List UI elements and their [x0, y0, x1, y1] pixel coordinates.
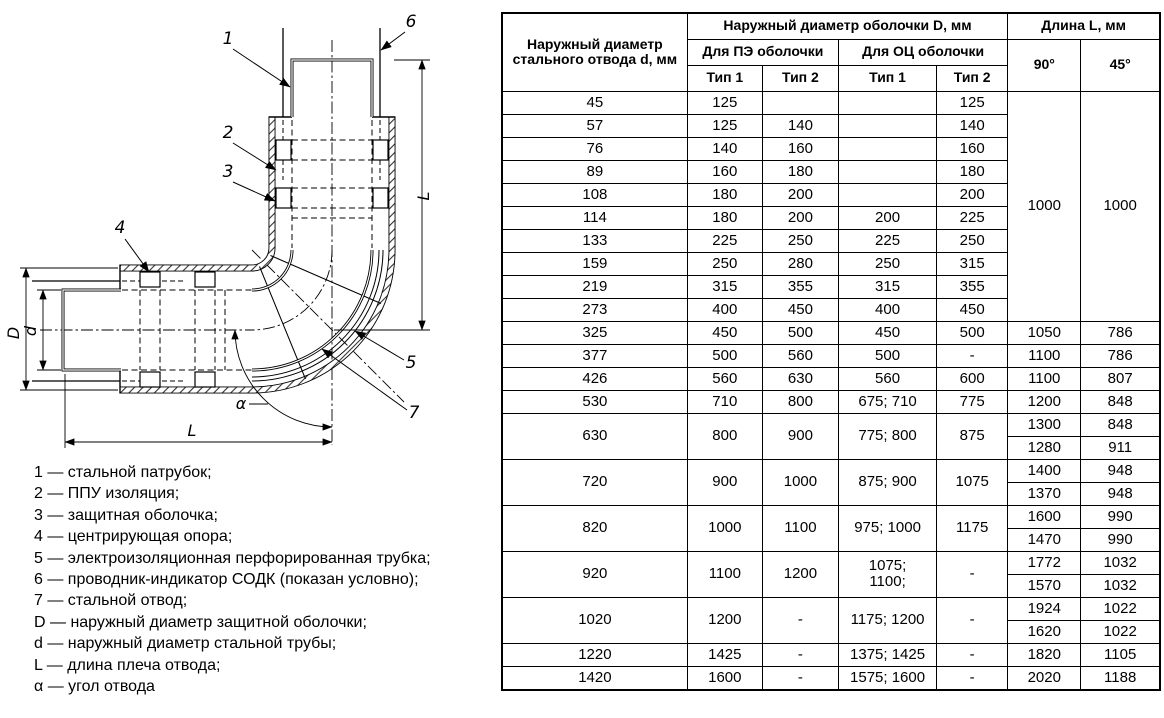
- table-cell: 250: [687, 252, 762, 275]
- table-cell: 675; 710: [838, 390, 936, 413]
- table-cell: 250: [838, 252, 936, 275]
- table-cell: 1022: [1081, 597, 1160, 620]
- table-cell: 1000: [762, 459, 838, 505]
- table-row: [502, 666, 1160, 690]
- table-cell: 160: [687, 160, 762, 183]
- table-cell: -: [937, 551, 1008, 597]
- table-row: [502, 390, 1160, 413]
- hidden-edges: [122, 120, 372, 370]
- table-cell: 1000: [1081, 91, 1160, 321]
- table-cell: 875; 900: [838, 459, 936, 505]
- table-cell: [838, 137, 936, 160]
- table-cell: 325: [502, 321, 687, 344]
- callout-7: 7: [408, 403, 420, 423]
- table-cell: 1188: [1081, 666, 1160, 690]
- table-cell: 500: [687, 344, 762, 367]
- table-cell: -: [762, 643, 838, 666]
- table-row: [502, 551, 1160, 574]
- table-cell: 140: [687, 137, 762, 160]
- table-cell: 1375; 1425: [838, 643, 936, 666]
- table-cell: 807: [1081, 367, 1160, 390]
- table-cell: 1075: [937, 459, 1008, 505]
- table-cell: 108: [502, 183, 687, 206]
- legend-item: 1 — стальной патрубок;: [34, 464, 212, 481]
- table-cell: 1175; 1200: [838, 597, 936, 643]
- legend-item: α — угол отвода: [34, 678, 155, 696]
- header-oc-type2: Тип 2: [937, 65, 1008, 91]
- table-cell: 948: [1081, 482, 1160, 505]
- table-cell: [762, 91, 838, 114]
- table-cell: 1600: [1008, 505, 1081, 528]
- header-45deg: 45°: [1081, 39, 1160, 91]
- callout-4: 4: [114, 218, 126, 238]
- table-cell: 160: [762, 137, 838, 160]
- table-cell: 820: [502, 505, 687, 551]
- table-cell: 225: [838, 229, 936, 252]
- table-cell: 273: [502, 298, 687, 321]
- table-cell: 89: [502, 160, 687, 183]
- table-cell: 1200: [687, 597, 762, 643]
- dimension-alpha: [235, 330, 332, 427]
- table-cell: 911: [1081, 436, 1160, 459]
- table-cell: [838, 183, 936, 206]
- header-oc-casing: Для ОЦ оболочки: [838, 39, 1007, 65]
- table-cell: 225: [937, 206, 1008, 229]
- header-steel-diameter: Наружный диаметр стального отвода d, мм: [502, 13, 687, 91]
- table-row: [502, 413, 1160, 436]
- table-cell: 775; 800: [838, 413, 936, 459]
- callout-leaders: [125, 32, 407, 410]
- callout-3: 3: [222, 162, 234, 182]
- table-cell: 1032: [1081, 574, 1160, 597]
- legend-item: 3 — защитная оболочка;: [34, 506, 218, 524]
- table-cell: 560: [762, 344, 838, 367]
- table-cell: 1000: [687, 505, 762, 551]
- legend-item: 4 — центрирующая опора;: [34, 528, 233, 546]
- table-cell: 1200: [762, 551, 838, 597]
- table-cell: 315: [687, 275, 762, 298]
- table-cell: 1575; 1600: [838, 666, 936, 690]
- table-cell: 1280: [1008, 436, 1081, 459]
- drawing-pane: [0, 0, 500, 718]
- table-cell: 560: [838, 367, 936, 390]
- table-cell: 530: [502, 390, 687, 413]
- table-cell: -: [937, 666, 1008, 690]
- table-row: [502, 367, 1160, 390]
- table-cell: 315: [838, 275, 936, 298]
- table-cell: 920: [502, 551, 687, 597]
- table-row: [502, 344, 1160, 367]
- table-cell: 1400: [1008, 459, 1081, 482]
- table-cell: 1470: [1008, 528, 1081, 551]
- table-cell: 1772: [1008, 551, 1081, 574]
- header-oc-type1: Тип 1: [838, 65, 936, 91]
- table-cell: 377: [502, 344, 687, 367]
- table-cell: 315: [937, 252, 1008, 275]
- callout-6: 6: [405, 12, 417, 32]
- header-pe-type2: Тип 2: [762, 65, 838, 91]
- table-cell: 426: [502, 367, 687, 390]
- table-cell: 140: [937, 114, 1008, 137]
- table-cell: 200: [937, 183, 1008, 206]
- legend-item: 7 — стальной отвод;: [34, 592, 188, 610]
- table-cell: 400: [687, 298, 762, 321]
- legend-item: 6 — проводник-индикатор СОДК (показан условно);: [34, 571, 419, 589]
- table-cell: 133: [502, 229, 687, 252]
- header-pe-casing: Для ПЭ оболочки: [687, 39, 838, 65]
- table-cell: 786: [1081, 321, 1160, 344]
- table-cell: 1175: [937, 505, 1008, 551]
- table-cell: 180: [762, 160, 838, 183]
- header-casing-diameter-group: Наружный диаметр оболочки D, мм: [687, 13, 1007, 39]
- table-cell: 1100: [1008, 344, 1081, 367]
- table-cell: 1620: [1008, 620, 1081, 643]
- table-cell: 450: [838, 321, 936, 344]
- legend-item: 5 — электроизоляционная перфорированная трубка;: [34, 549, 431, 567]
- table-row: [502, 643, 1160, 666]
- table-cell: 630: [502, 413, 687, 459]
- table-cell: [838, 160, 936, 183]
- table-cell: 1200: [1008, 390, 1081, 413]
- table-cell: -: [762, 666, 838, 690]
- table-cell: 159: [502, 252, 687, 275]
- table-cell: 1020: [502, 597, 687, 643]
- table-cell: [838, 114, 936, 137]
- table-cell: 990: [1081, 505, 1160, 528]
- table-cell: 786: [1081, 344, 1160, 367]
- table-cell: 355: [937, 275, 1008, 298]
- table-cell: 1100: [1008, 367, 1081, 390]
- elbow-technical-drawing: [0, 0, 500, 452]
- table-cell: 114: [502, 206, 687, 229]
- table-cell: 500: [838, 344, 936, 367]
- table-cell: 948: [1081, 459, 1160, 482]
- table-cell: 500: [762, 321, 838, 344]
- table-cell: 1000: [1008, 91, 1081, 321]
- table-cell: 1924: [1008, 597, 1081, 620]
- table-cell: 225: [687, 229, 762, 252]
- legend-item: D — наружный диаметр защитной оболочки;: [34, 613, 367, 631]
- header-pe-type1: Тип 1: [687, 65, 762, 91]
- table-cell: 848: [1081, 390, 1160, 413]
- dim-label-L-horizontal: L: [187, 421, 197, 440]
- table-cell: 160: [937, 137, 1008, 160]
- table-cell: 355: [762, 275, 838, 298]
- table-cell: 125: [687, 91, 762, 114]
- table-row: [502, 505, 1160, 528]
- table-cell: 875: [937, 413, 1008, 459]
- table-cell: 125: [687, 114, 762, 137]
- table-cell: 180: [687, 206, 762, 229]
- table-cell: 200: [838, 206, 936, 229]
- header-90deg: 90°: [1008, 39, 1081, 91]
- table-row: [502, 597, 1160, 620]
- table-cell: 45: [502, 91, 687, 114]
- table-cell: 219: [502, 275, 687, 298]
- table-cell: 1600: [687, 666, 762, 690]
- table-cell: 1220: [502, 643, 687, 666]
- table-cell: 848: [1081, 413, 1160, 436]
- table-cell: 560: [687, 367, 762, 390]
- table-cell: 76: [502, 137, 687, 160]
- table-cell: 280: [762, 252, 838, 275]
- table-cell: 720: [502, 459, 687, 505]
- table-cell: 1420: [502, 666, 687, 690]
- table-row: [502, 91, 1160, 114]
- table-cell: 450: [937, 298, 1008, 321]
- table-cell: 600: [937, 367, 1008, 390]
- centerlines: [40, 40, 404, 445]
- table-cell: 1022: [1081, 620, 1160, 643]
- table-cell: 2020: [1008, 666, 1081, 690]
- table-cell: 1075; 1100;: [838, 551, 936, 597]
- callout-1: 1: [222, 29, 234, 49]
- table-cell: 1100: [687, 551, 762, 597]
- table-cell: [838, 91, 936, 114]
- table-cell: 400: [838, 298, 936, 321]
- sodk-wires: [32, 28, 380, 381]
- dim-label-alpha: α: [235, 394, 247, 413]
- table-cell: 1570: [1008, 574, 1081, 597]
- table-cell: 775: [937, 390, 1008, 413]
- table-cell: 1370: [1008, 482, 1081, 505]
- table-cell: -: [937, 643, 1008, 666]
- legend-item: 2 — ППУ изоляция;: [34, 485, 180, 503]
- table-cell: 900: [762, 413, 838, 459]
- table-cell: 140: [762, 114, 838, 137]
- callout-5: 5: [405, 353, 417, 373]
- table-cell: 250: [762, 229, 838, 252]
- table-cell: -: [762, 597, 838, 643]
- table-cell: 900: [687, 459, 762, 505]
- table-cell: 57: [502, 114, 687, 137]
- table-cell: 250: [937, 229, 1008, 252]
- table-cell: 450: [762, 298, 838, 321]
- table-body: [502, 91, 1160, 690]
- header-length-group: Длина L, мм: [1008, 13, 1160, 39]
- table-cell: 1100: [762, 505, 838, 551]
- table-cell: -: [937, 344, 1008, 367]
- table-row: [502, 459, 1160, 482]
- table-cell: 630: [762, 367, 838, 390]
- table-cell: 800: [762, 390, 838, 413]
- table-cell: 500: [937, 321, 1008, 344]
- table-cell: -: [937, 597, 1008, 643]
- table-cell: 125: [937, 91, 1008, 114]
- dim-label-D: D: [4, 326, 23, 340]
- table-cell: 200: [762, 183, 838, 206]
- table-cell: 800: [687, 413, 762, 459]
- table-pane: [500, 0, 1164, 718]
- callout-2: 2: [222, 123, 234, 143]
- legend-item: L — длина плеча отвода;: [34, 656, 221, 674]
- table-cell: 1425: [687, 643, 762, 666]
- table-header: [502, 13, 1160, 91]
- table-cell: 1820: [1008, 643, 1081, 666]
- dim-label-d: d: [21, 325, 40, 337]
- table-cell: 1300: [1008, 413, 1081, 436]
- table-cell: 1050: [1008, 321, 1081, 344]
- table-cell: 1032: [1081, 551, 1160, 574]
- table-cell: 450: [687, 321, 762, 344]
- legend-item: d — наружный диаметр стальной трубы;: [34, 635, 337, 653]
- table-row: [502, 321, 1160, 344]
- table-cell: 1105: [1081, 643, 1160, 666]
- table-cell: 710: [687, 390, 762, 413]
- dim-label-L-vertical: L: [414, 191, 433, 201]
- legend: [0, 457, 500, 697]
- table-cell: 200: [762, 206, 838, 229]
- table-cell: 990: [1081, 528, 1160, 551]
- table-cell: 180: [937, 160, 1008, 183]
- table-cell: 975; 1000: [838, 505, 936, 551]
- table-cell: 180: [687, 183, 762, 206]
- spec-table: [501, 12, 1161, 691]
